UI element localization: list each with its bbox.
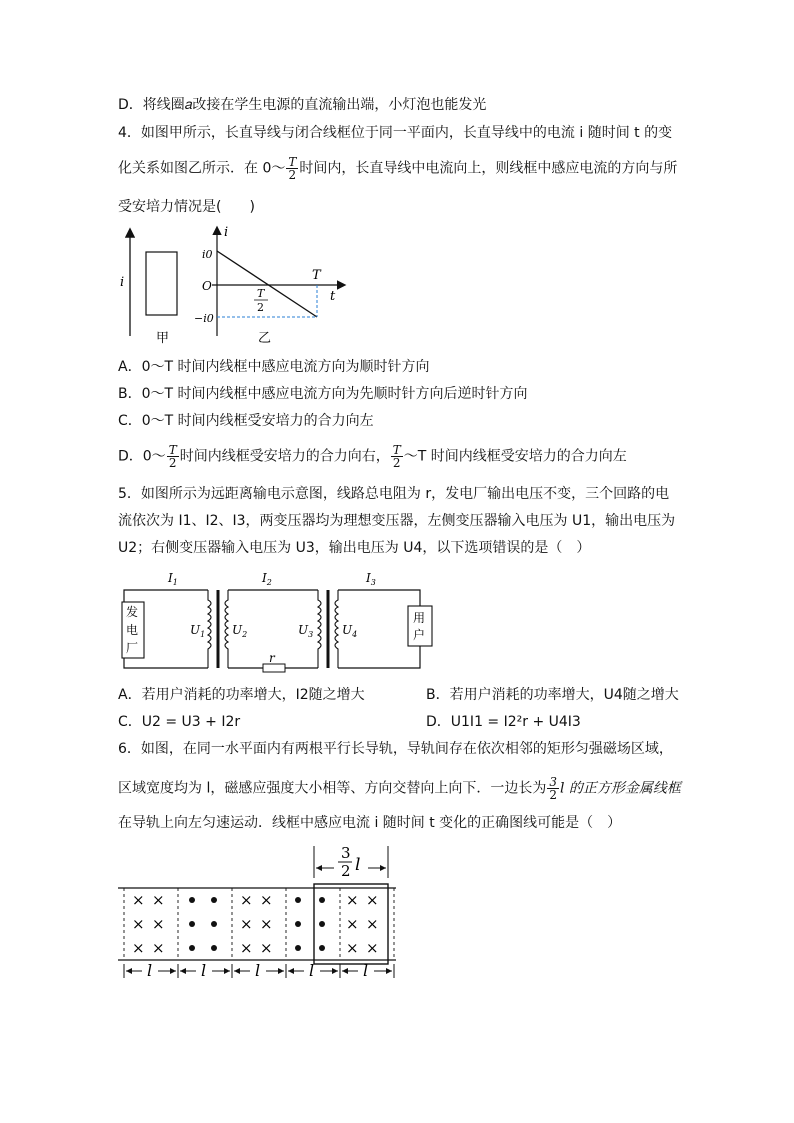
dim-frac-num: 3	[341, 844, 351, 862]
svg-text:×: ×	[366, 915, 379, 933]
q6-stem-line2-pre: 区域宽度均为 l，磁感应强度大小相等、方向交替向上向下．一边长为	[118, 780, 547, 797]
l-label-4: l	[309, 961, 315, 980]
q5-option-d: D．U1I1 = I2²r + U4I3	[426, 714, 581, 730]
T2-num: T	[257, 287, 265, 300]
q4-option-d-frac1-num: T	[168, 443, 177, 457]
I3-label: $I_3$	[366, 571, 376, 587]
U3-label: $U_3$	[298, 623, 314, 639]
l-label-3: l	[255, 961, 261, 980]
line-resistor	[263, 664, 285, 672]
q5-figure	[118, 564, 438, 676]
q4-option-d-frac1	[167, 444, 179, 469]
I2-label: $I_2$	[262, 571, 272, 587]
q5-stem-line3: U2；右侧变压器输入电压为 U3，输出电压为 U4，以下选项错误的是（ ）	[118, 540, 591, 556]
q4-figure	[112, 224, 352, 348]
transformer1-secondary	[225, 590, 228, 668]
q4-frac-num: T	[288, 155, 297, 169]
U4-label: $U_4$	[342, 623, 358, 639]
q6-frac-den: 2	[549, 788, 557, 802]
svg-text:×: ×	[132, 915, 145, 933]
svg-text:×: ×	[152, 891, 165, 909]
svg-text:×: ×	[240, 915, 253, 933]
q5-option-a: A．若用户消耗的功率增大，I2随之增大	[118, 687, 365, 703]
l-label-5: l	[363, 961, 369, 980]
q4-stem-line2-pre: 化关系如图乙所示．在 0～	[118, 160, 286, 177]
q4-stem-line3: 受安培力情况是( )	[118, 199, 255, 215]
region-5-crosses	[346, 891, 379, 957]
svg-text:×: ×	[346, 915, 359, 933]
user-text-2: 户	[413, 628, 426, 642]
svg-text:×: ×	[260, 915, 273, 933]
q4-option-c: C．0～T 时间内线框受安培力的合力向左	[118, 413, 374, 429]
plant-text-2: 电	[126, 623, 139, 637]
plant-text-1: 发	[126, 605, 139, 619]
svg-text:×: ×	[366, 939, 379, 957]
origin-label: O	[202, 279, 212, 293]
neg-i0-label: −i0	[194, 312, 214, 325]
q6-stem-line1: 6．如图，在同一水平面内有两根平行长导轨，导轨间存在依次相邻的矩形匀强磁场区域，	[118, 741, 673, 757]
svg-text:×: ×	[132, 891, 145, 909]
region-2-dots	[189, 897, 217, 951]
dim-arrowhead-left	[316, 865, 322, 871]
q5-option-c: C．U2 = U3 + I2r	[118, 714, 241, 730]
transformer2-secondary	[335, 590, 338, 668]
q3-option-d: D．将线圈𝑎改接在学生电源的直流输出端，小灯泡也能发光	[118, 97, 487, 113]
q4-option-d-pre: D．0～	[118, 448, 166, 465]
q4-stem-fraction	[286, 156, 298, 181]
q4-option-b: B．0～T 时间内线框中感应电流方向为先顺时针方向后逆时针方向	[118, 386, 528, 402]
r-label: r	[269, 651, 275, 665]
dim-arrowhead-right	[380, 865, 386, 871]
U1-label: $U_1$	[190, 623, 206, 639]
q4-option-d-frac1-den: 2	[168, 456, 177, 470]
svg-text:×: ×	[240, 891, 253, 909]
q4-option-a: A．0～T 时间内线框中感应电流方向为顺时针方向	[118, 359, 430, 375]
q4-option-d-frac2	[391, 444, 403, 469]
q4-option-d-mid: 时间内线框受安培力的合力向右，	[179, 448, 390, 465]
svg-text:×: ×	[346, 939, 359, 957]
q4-stem-line2	[118, 156, 677, 181]
t-axis-label: t	[330, 289, 336, 304]
q4-frac-den: 2	[288, 168, 297, 182]
q4-stem-line1: 4．如图甲所示，长直导线与闭合线框位于同一平面内，长直导线中的电流 i 随时间 t 的变	[118, 125, 673, 141]
T2-den: 2	[257, 301, 264, 314]
q6-stem-fraction	[547, 776, 559, 801]
I1-label: $I_1$	[168, 571, 178, 587]
q5-stem-line1: 5．如图所示为远距离输电示意图，线路总电阻为 r，发电厂输出电压不变，三个回路的电	[118, 486, 670, 502]
q4-option-d-post: ～T 时间内线框受安培力的合力向左	[403, 448, 627, 465]
q6-frac-num: 3	[549, 775, 557, 789]
wire-current-label: i	[120, 275, 125, 290]
q6-stem-line2-post: l 的正方形金属线框	[559, 780, 681, 797]
svg-text:×: ×	[260, 891, 273, 909]
q6-figure	[112, 842, 402, 982]
svg-text:×: ×	[346, 891, 359, 909]
closed-loop	[146, 252, 177, 315]
l-label-1: l	[147, 961, 153, 980]
label-jia: 甲	[156, 331, 170, 346]
svg-text:×: ×	[152, 915, 165, 933]
transformer1-primary	[208, 590, 211, 668]
user-text-1: 用	[413, 611, 426, 625]
q4-stem-line2-post: 时间内，长直导线中电流向上，则线框中感应电流的方向与所	[299, 160, 678, 177]
q6-stem-line3: 在导轨上向左匀速运动．线框中感应电流 i 随时间 t 变化的正确图线可能是（ ）	[118, 815, 622, 831]
l-label-2: l	[201, 961, 207, 980]
svg-text:×: ×	[260, 939, 273, 957]
q6-stem-line2	[118, 776, 681, 801]
dim-frac-den: 2	[341, 862, 351, 880]
svg-text:×: ×	[132, 939, 145, 957]
svg-text:×: ×	[240, 939, 253, 957]
q5-option-b: B．若用户消耗的功率增大，U4随之增大	[426, 687, 679, 703]
q4-option-d-frac2-den: 2	[392, 456, 401, 470]
q5-stem-line2: 流依次为 I1、I2、I3，两变压器均为理想变压器，左侧变压器输入电压为 U1，输出电压为	[118, 513, 676, 529]
q4-option-d	[118, 444, 627, 469]
region-4-dots	[295, 897, 325, 951]
i-axis-label: i	[224, 225, 229, 240]
region-1-crosses	[132, 891, 165, 957]
q4-option-d-frac2-num: T	[392, 443, 401, 457]
label-yi: 乙	[258, 331, 272, 346]
transformer2-primary	[318, 590, 321, 668]
i0-label: i0	[202, 248, 213, 261]
T-label: T	[312, 268, 321, 283]
dim-l: l	[355, 855, 361, 875]
region-3-crosses	[240, 891, 273, 957]
U2-label: $U_2$	[232, 623, 248, 639]
plant-text-3: 厂	[126, 641, 139, 655]
svg-text:×: ×	[366, 891, 379, 909]
current-line	[217, 251, 317, 317]
svg-text:×: ×	[152, 939, 165, 957]
